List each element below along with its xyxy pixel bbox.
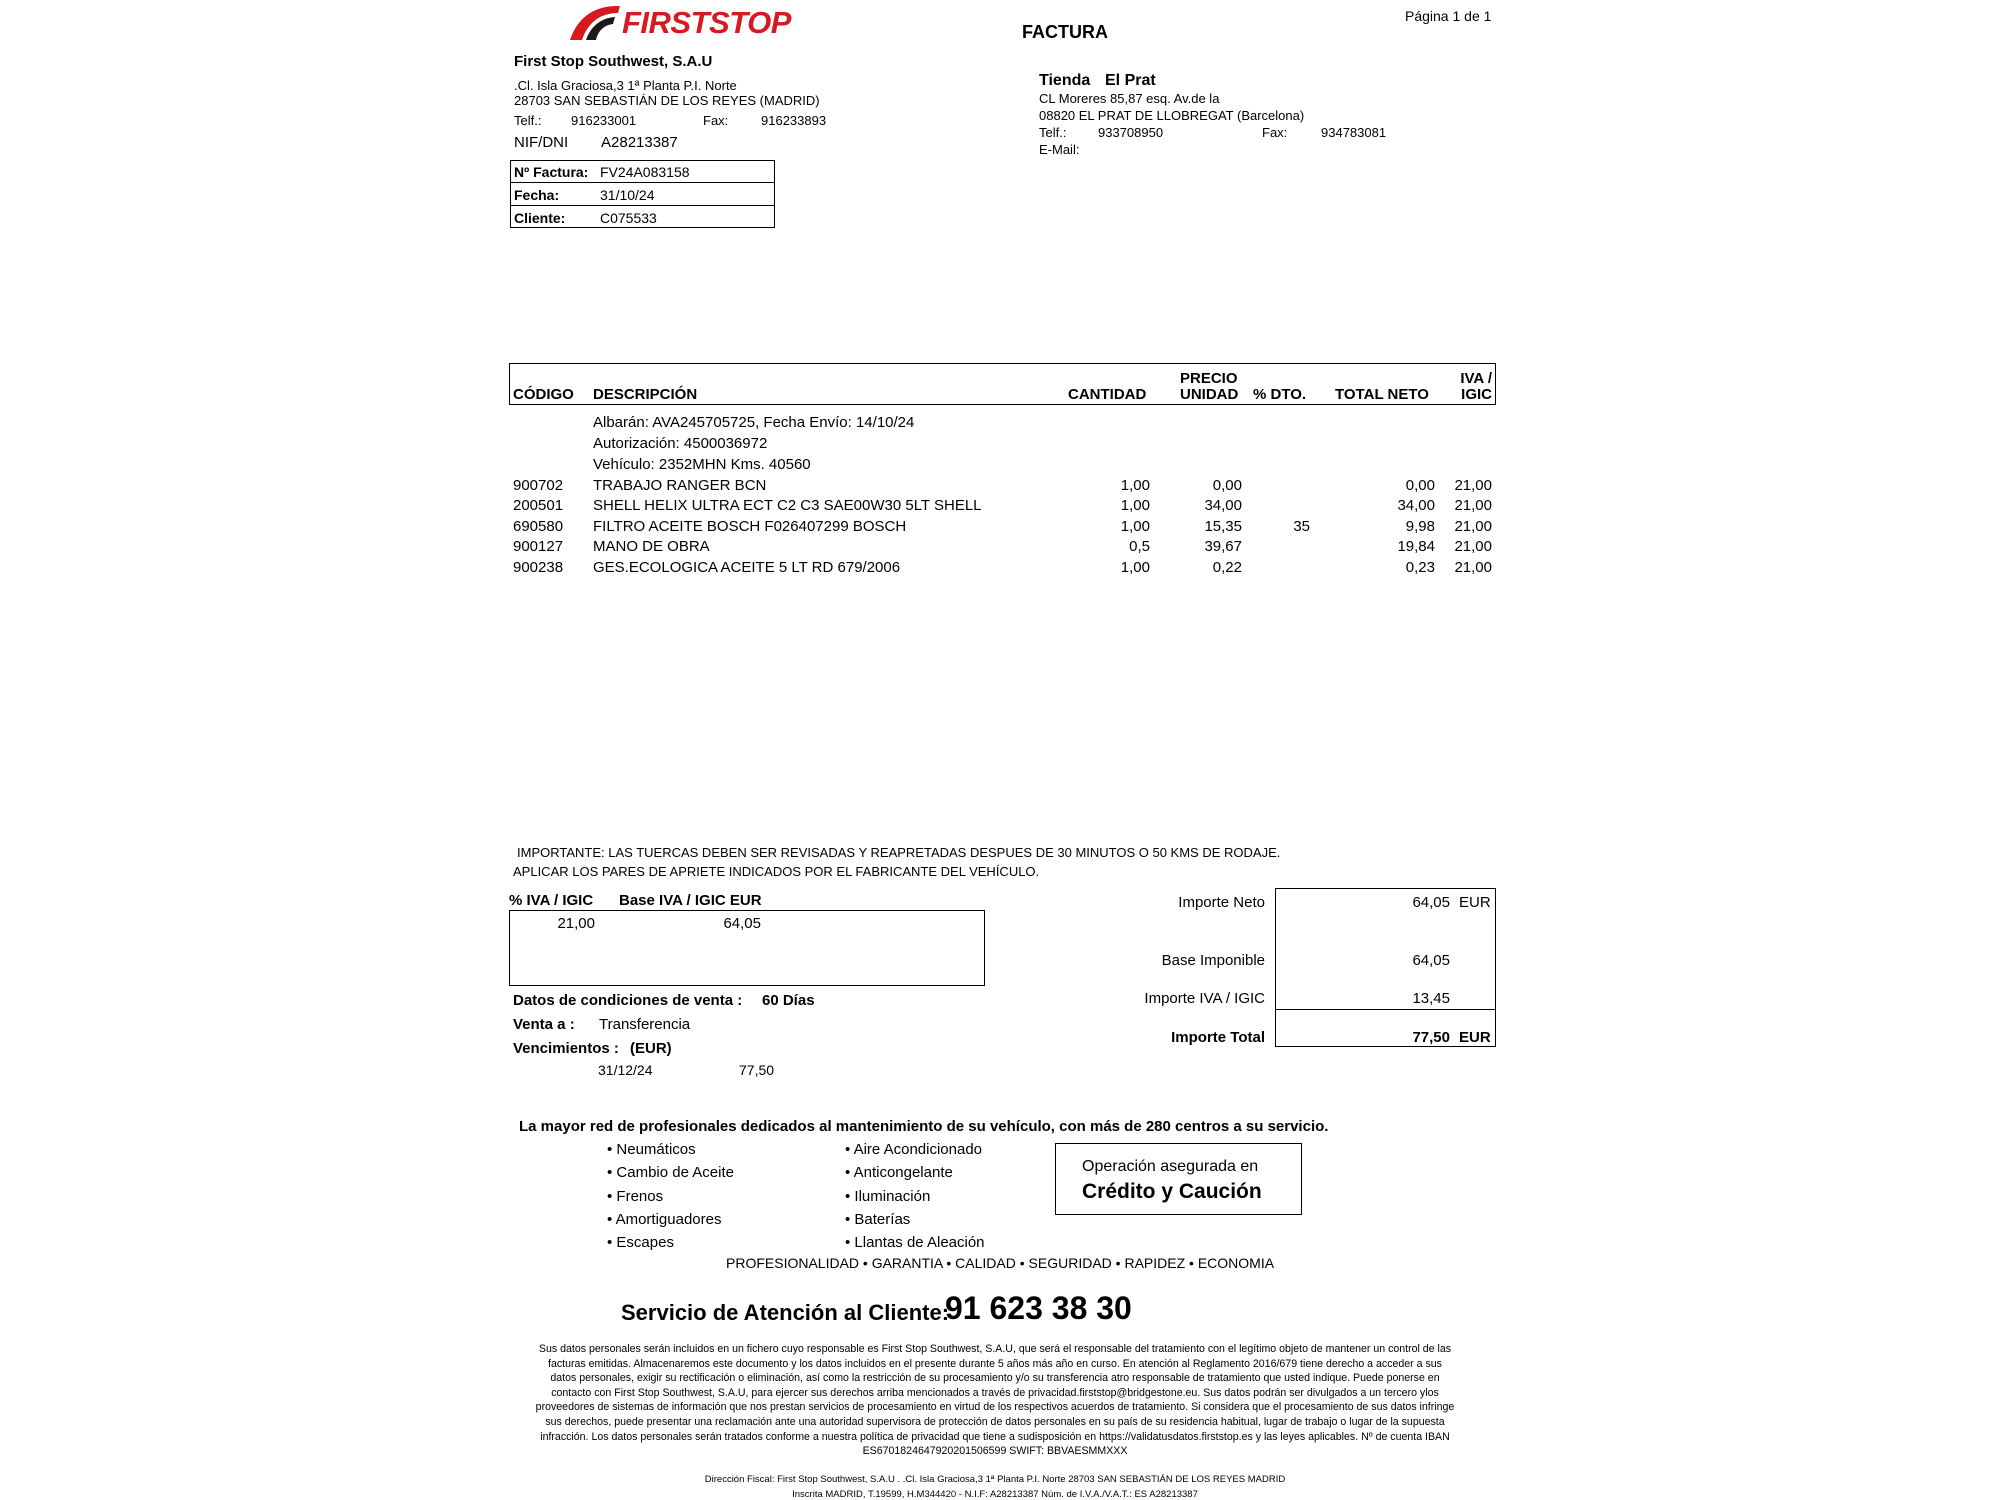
net-value: 64,05 bbox=[1412, 894, 1450, 911]
invoice-date: 31/10/24 bbox=[600, 187, 655, 203]
store-email-label: E-Mail: bbox=[1039, 142, 1080, 157]
conditions-value: 60 Días bbox=[762, 992, 815, 1009]
col-header-vat-2: IGIC bbox=[1461, 386, 1492, 403]
table-row-code: 200501 bbox=[513, 497, 564, 514]
base-label: Base Imponible bbox=[1161, 952, 1265, 969]
conditions-label: Datos de condiciones de venta : bbox=[513, 992, 743, 1009]
customer-service-phone: 91 623 38 30 bbox=[945, 1290, 1132, 1326]
service-item: • Neumáticos bbox=[607, 1141, 696, 1158]
table-row-description: MANO DE OBRA bbox=[593, 538, 710, 555]
table-row-description: FILTRO ACEITE BOSCH F026407299 BOSCH bbox=[593, 518, 907, 535]
table-row-quantity: 1,00 bbox=[1120, 518, 1150, 535]
customer-service-label: Servicio de Atención al Cliente: bbox=[621, 1300, 950, 1325]
total-currency: EUR bbox=[1459, 1029, 1491, 1046]
table-row-quantity: 0,5 bbox=[1129, 538, 1150, 555]
sale-label: Venta a : bbox=[513, 1016, 575, 1033]
page-number: Página 1 de 1 bbox=[1405, 8, 1492, 24]
insured-label: Operación asegurada en bbox=[1082, 1158, 1259, 1175]
tire-swoosh-icon bbox=[568, 2, 624, 42]
company-nif-label: NIF/DNI bbox=[514, 134, 569, 151]
service-item: • Aire Acondicionado bbox=[845, 1141, 983, 1158]
table-row-price: 39,67 bbox=[1204, 538, 1242, 555]
table-row-code: 690580 bbox=[513, 518, 564, 535]
invoice-number: FV24A083158 bbox=[600, 164, 690, 180]
registry-info: Inscrita MADRID, T.19599, H.M344420 - N.I.F: A28213387 Núm. de I.V.A./V.A.T.: ES A28213387 bbox=[792, 1489, 1198, 1500]
company-tel: 916233001 bbox=[571, 113, 637, 128]
vat-pct-value: 21,00 bbox=[557, 915, 595, 932]
privacy-line: ES6701824647920201506599 SWIFT: BBVAESMMXXX bbox=[862, 1445, 1128, 1458]
privacy-line: sus derechos, puede presentar una reclamación ante una autoridad supervisora de protección de datos personales en su país de su residencia habitual, lugar de trabajo o lugar de la supuesta bbox=[545, 1415, 1445, 1428]
divider bbox=[1275, 1009, 1496, 1010]
fiscal-address: Dirección Fiscal: First Stop Southwest, S.A.U . .Cl. Isla Graciosa,3 1ª Planta P.I. Norte 28703 SAN SEBASTIÁN DE LOS REYES MADRID bbox=[704, 1474, 1286, 1485]
due-date: 31/12/24 bbox=[598, 1062, 653, 1078]
net-label: Importe Neto bbox=[1178, 894, 1265, 911]
company-tel-label: Telf.: bbox=[514, 113, 542, 128]
table-row-quantity: 1,00 bbox=[1120, 559, 1150, 576]
table-row-discount: 35 bbox=[1293, 518, 1310, 535]
insurer-name: Crédito y Caución bbox=[1082, 1180, 1262, 1203]
brand-wordmark: FIRSTSTOP bbox=[622, 5, 791, 40]
invoice-client: C075533 bbox=[600, 210, 657, 226]
col-header-price-2: UNIDAD bbox=[1180, 386, 1239, 403]
due-amount: 77,50 bbox=[739, 1062, 775, 1078]
table-row-vat: 21,00 bbox=[1454, 538, 1492, 555]
privacy-notice bbox=[505, 1342, 1485, 1459]
table-row-description: SHELL HELIX ULTRA ECT C2 C3 SAE00W30 5LT SHELL bbox=[593, 497, 982, 514]
service-item: • Amortiguadores bbox=[607, 1211, 722, 1228]
net-currency: EUR bbox=[1459, 894, 1491, 911]
service-item: • Cambio de Aceite bbox=[607, 1164, 734, 1181]
store-name: El Prat bbox=[1105, 72, 1156, 89]
store-fax: 934783081 bbox=[1321, 125, 1387, 140]
table-row-code: 900238 bbox=[513, 559, 564, 576]
table-row-vat: 21,00 bbox=[1454, 477, 1492, 494]
notice-line-2: APLICAR LOS PARES DE APRIETE INDICADOS POR EL FABRICANTE DEL VEHÍCULO. bbox=[513, 864, 1040, 879]
col-header-price-1: PRECIO bbox=[1180, 370, 1238, 387]
table-row-vat: 21,00 bbox=[1454, 518, 1492, 535]
company-values: PROFESIONALIDAD • GARANTIA • CALIDAD • SEGURIDAD • RAPIDEZ • ECONOMIA bbox=[726, 1255, 1275, 1271]
credit-insurance-box bbox=[1055, 1143, 1302, 1215]
total-label: Importe Total bbox=[1171, 1029, 1265, 1046]
authorization-note: Autorización: 4500036972 bbox=[593, 435, 768, 452]
store-tel: 933708950 bbox=[1098, 125, 1164, 140]
service-item: • Frenos bbox=[607, 1188, 664, 1205]
table-row-description: TRABAJO RANGER BCN bbox=[593, 477, 767, 494]
vat-pct-header: % IVA / IGIC bbox=[509, 892, 594, 909]
table-row-quantity: 1,00 bbox=[1120, 477, 1150, 494]
due-label: Vencimientos : bbox=[513, 1040, 619, 1057]
invoice-date-label: Fecha: bbox=[514, 187, 560, 203]
table-row-price: 0,22 bbox=[1212, 559, 1242, 576]
promo-headline: La mayor red de profesionales dedicados al mantenimiento de su vehículo, con más de 280 centros a su servicio. bbox=[519, 1118, 1329, 1135]
privacy-line: contacto con First Stop Southwest, S.A.U, para ejercer sus derechos arriba mencionados a través de privacidad.firststop@bridgestone.eu. Sus datos podrán ser divulgados a un tercero ylos bbox=[551, 1386, 1439, 1399]
privacy-line: proveedores de sistemas de información que nos prestan servicios de procesamiento en virtud de los respectivos acuerdos de tratamiento. Si considera que el procesamiento de sus datos infringe bbox=[535, 1401, 1455, 1414]
vat-base-value: 64,05 bbox=[723, 915, 761, 932]
vat-total-value: 13,45 bbox=[1412, 990, 1450, 1007]
service-item: • Llantas de Aleación bbox=[845, 1234, 985, 1251]
privacy-line: infracción. Los datos personales serán tratados conforme a nuestra política de privacidad que tiene a sudisposición en https://validatusdatos.firststop.es y las leyes aplicables. Nº de cuenta IBAN bbox=[540, 1430, 1450, 1443]
company-fax-label: Fax: bbox=[703, 113, 729, 128]
table-row-net: 0,23 bbox=[1405, 559, 1435, 576]
store-label: Tienda bbox=[1039, 72, 1091, 89]
privacy-line: datos personales, exigir su rectificación o eliminación, así como la restricción de su procesamiento y/o su transferencia atro responsable de tratamiento que usted indique. Puede ponerse en bbox=[550, 1372, 1440, 1385]
table-row-net: 19,84 bbox=[1397, 538, 1435, 555]
company-fax: 916233893 bbox=[761, 113, 827, 128]
service-item: • Anticongelante bbox=[845, 1164, 953, 1181]
vat-base-header: Base IVA / IGIC EUR bbox=[619, 892, 762, 909]
store-fax-label: Fax: bbox=[1262, 125, 1288, 140]
company-nif: A28213387 bbox=[601, 134, 678, 151]
sale-value: Transferencia bbox=[599, 1016, 691, 1033]
table-row-net: 0,00 bbox=[1405, 477, 1435, 494]
col-header-discount: % DTO. bbox=[1253, 386, 1307, 403]
company-name: First Stop Southwest, S.A.U bbox=[514, 53, 713, 70]
table-row-code: 900702 bbox=[513, 477, 564, 494]
notice-line-1: IMPORTANTE: LAS TUERCAS DEBEN SER REVISADAS Y REAPRETADAS DESPUES DE 30 MINUTOS O 50 KMS DE RODAJE. bbox=[517, 845, 1281, 860]
table-row-vat: 21,00 bbox=[1454, 559, 1492, 576]
company-address-1: .Cl. Isla Graciosa,3 1ª Planta P.I. Norte bbox=[514, 78, 737, 93]
delivery-note: Albarán: AVA245705725, Fecha Envío: 14/10/24 bbox=[593, 414, 915, 431]
due-currency: (EUR) bbox=[630, 1040, 672, 1057]
total-value: 77,50 bbox=[1412, 1029, 1450, 1046]
table-row-price: 0,00 bbox=[1212, 477, 1242, 494]
table-row-vat: 21,00 bbox=[1454, 497, 1492, 514]
divider bbox=[510, 182, 775, 183]
store-address-2: 08820 EL PRAT DE LLOBREGAT (Barcelona) bbox=[1039, 108, 1305, 123]
table-row-description: GES.ECOLOGICA ACEITE 5 LT RD 679/2006 bbox=[593, 559, 901, 576]
col-header-code: CÓDIGO bbox=[513, 386, 574, 403]
vehicle-note: Vehículo: 2352MHN Kms. 40560 bbox=[593, 456, 811, 473]
privacy-line: facturas emitidas. Almacenaremos este documento y los datos incluidos en el presente durante 5 años más año en curso. En atención al Reglamento 2016/679 tiene derecho a acceder a sus bbox=[548, 1357, 1442, 1370]
service-item: • Baterías bbox=[845, 1211, 911, 1228]
divider bbox=[510, 205, 775, 206]
store-address-1: CL Moreres 85,87 esq. Av.de la bbox=[1039, 91, 1220, 106]
service-item: • Escapes bbox=[607, 1234, 674, 1251]
table-row-price: 34,00 bbox=[1204, 497, 1242, 514]
firststop-logo bbox=[568, 2, 791, 42]
invoice-client-label: Cliente: bbox=[514, 210, 566, 226]
service-item: • Iluminación bbox=[845, 1188, 931, 1205]
col-header-description: DESCRIPCIÓN bbox=[593, 386, 698, 403]
table-row-code: 900127 bbox=[513, 538, 564, 555]
store-tel-label: Telf.: bbox=[1039, 125, 1067, 140]
table-row-quantity: 1,00 bbox=[1120, 497, 1150, 514]
col-header-vat-1: IVA / bbox=[1460, 370, 1492, 387]
col-header-quantity: CANTIDAD bbox=[1068, 386, 1147, 403]
privacy-line: Sus datos personales serán incluidos en un fichero cuyo responsable es First Stop Southwest, S.A.U, que será el responsable del tratamiento con el legítimo objeto de mantener un control de las bbox=[538, 1343, 1452, 1355]
col-header-total-net: TOTAL NETO bbox=[1335, 386, 1429, 403]
document-title: FACTURA bbox=[1022, 22, 1108, 42]
table-row-price: 15,35 bbox=[1204, 518, 1242, 535]
vat-total-label: Importe IVA / IGIC bbox=[1144, 990, 1265, 1007]
table-row-net: 34,00 bbox=[1397, 497, 1435, 514]
company-address-2: 28703 SAN SEBASTIÁN DE LOS REYES (MADRID) bbox=[514, 93, 820, 108]
invoice-number-label: Nº Factura: bbox=[514, 164, 589, 180]
table-row-net: 9,98 bbox=[1405, 518, 1435, 535]
base-value: 64,05 bbox=[1412, 952, 1450, 969]
